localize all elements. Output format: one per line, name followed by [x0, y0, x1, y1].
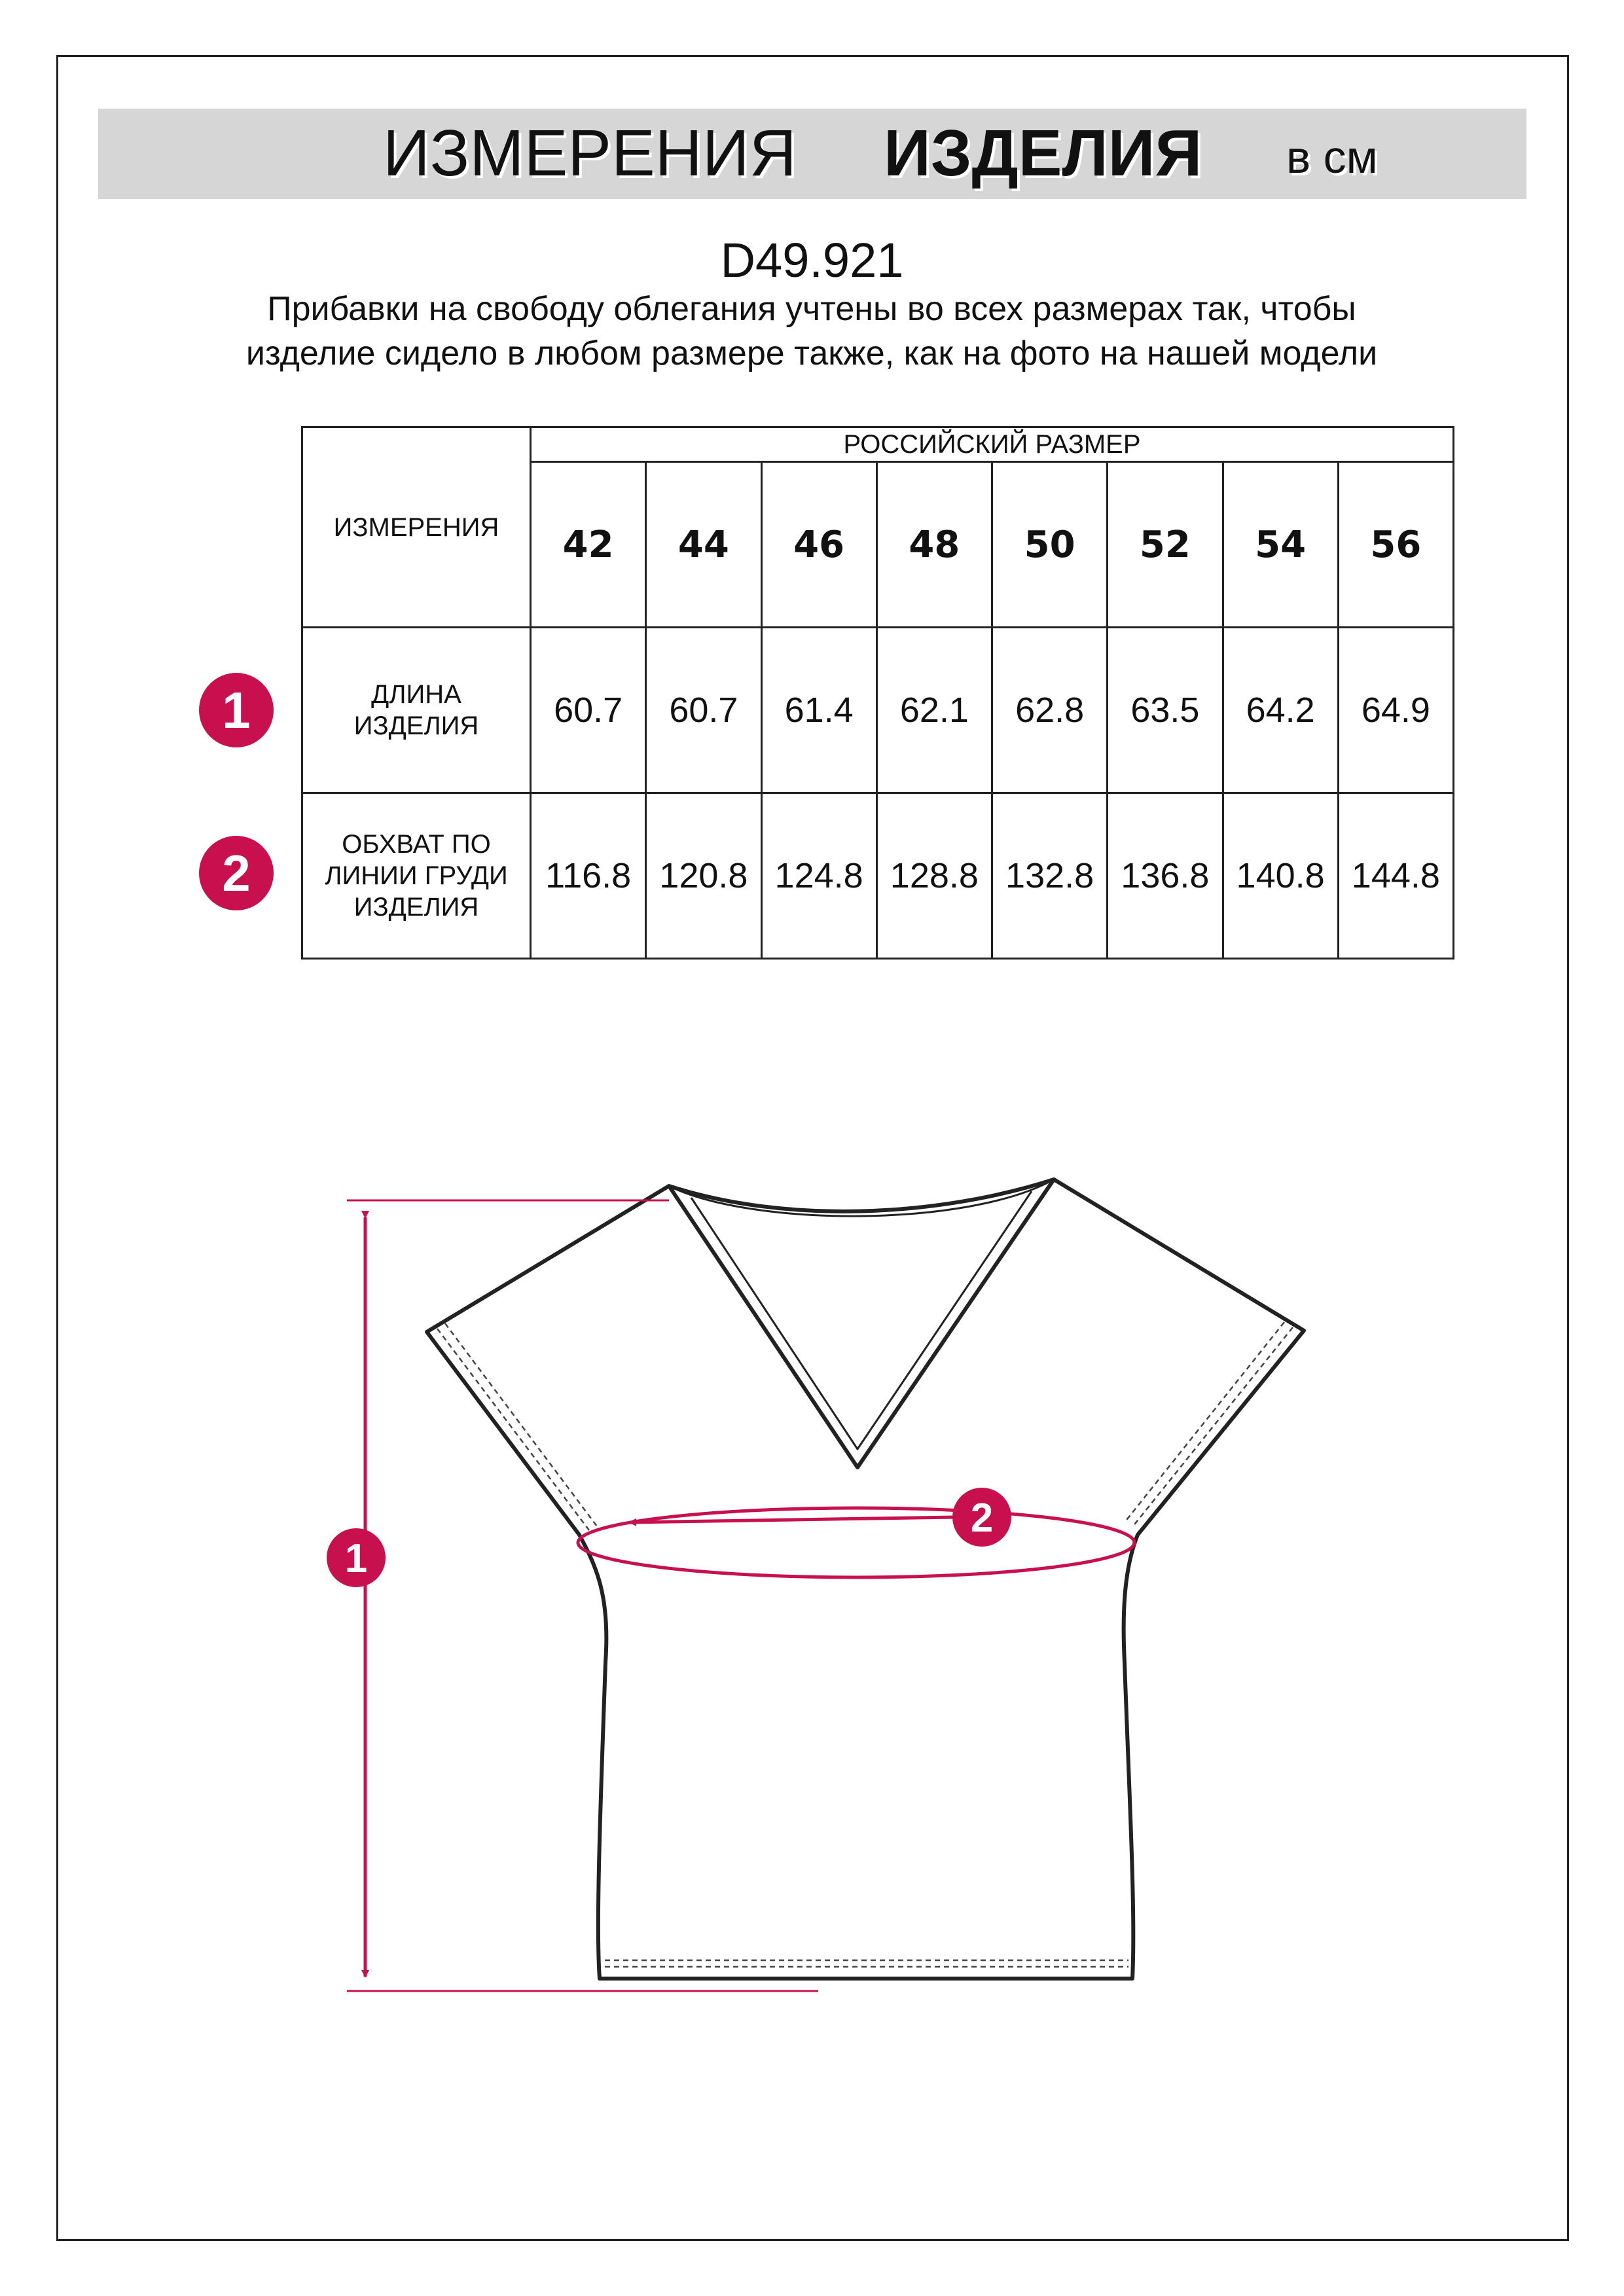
- value-cell: 120.8: [646, 793, 761, 959]
- size-cell: 54: [1223, 462, 1338, 628]
- size-cell: 48: [876, 462, 992, 628]
- chest-measure: [578, 1488, 1134, 1577]
- value-cell: 128.8: [876, 793, 992, 959]
- neck-trim: [669, 1179, 1054, 1467]
- value-cell: 61.4: [761, 628, 876, 793]
- value-cell: 62.8: [992, 628, 1108, 793]
- header-title-part2: ИЗДЕЛИЯ: [884, 117, 1202, 190]
- tshirt-outline: [427, 1179, 1304, 1979]
- size-cell: 52: [1108, 462, 1223, 628]
- value-cell: 63.5: [1108, 628, 1223, 793]
- header-unit: в см: [1286, 132, 1378, 183]
- length-measure: [327, 1200, 818, 1991]
- value-cell: 116.8: [531, 793, 646, 959]
- row-marker-1: 1: [199, 673, 274, 747]
- size-cell: 56: [1338, 462, 1453, 628]
- row-marker-2: 2: [199, 836, 274, 910]
- measure-header: ИЗМЕРЕНИЯ: [302, 427, 531, 628]
- size-cell: 42: [531, 462, 646, 628]
- value-cell: 124.8: [761, 793, 876, 959]
- tshirt-body: [427, 1179, 1304, 1979]
- chest-marker-text: 2: [970, 1496, 994, 1541]
- value-cell: 64.9: [1338, 628, 1453, 793]
- value-cell: 60.7: [646, 628, 761, 793]
- length-marker-text: 1: [344, 1536, 368, 1581]
- size-cell: 44: [646, 462, 761, 628]
- size-cell: 50: [992, 462, 1108, 628]
- value-cell: 62.1: [876, 628, 992, 793]
- size-cell: 46: [761, 462, 876, 628]
- chest-arrow: [630, 1517, 956, 1522]
- value-cell: 140.8: [1223, 793, 1338, 959]
- article-number: D49.921: [720, 233, 904, 287]
- value-cell: 144.8: [1338, 793, 1453, 959]
- value-cell: 136.8: [1108, 793, 1223, 959]
- size-group-header: РОССИЙСКИЙ РАЗМЕР: [531, 427, 1454, 462]
- fit-note: Прибавки на свободу облегания учтены во всех размерах так, чтобы изделие сидело в любом размере также, как на фото на нашей модели: [245, 290, 1378, 372]
- value-cell: 132.8: [992, 793, 1108, 959]
- header-title-part1: ИЗМЕРЕНИЯ: [383, 117, 797, 190]
- value-cell: 60.7: [531, 628, 646, 793]
- value-cell: 64.2: [1223, 628, 1338, 793]
- row-label-length-text: ДЛИНА ИЗДЕЛИЯ: [353, 680, 479, 740]
- stitch-lines: [437, 1322, 1293, 1967]
- neck-inner: [691, 1191, 1032, 1449]
- row-label-chest-text: ОБХВАТ ПО ЛИНИИ ГРУДИ ИЗДЕЛИЯ: [325, 830, 508, 922]
